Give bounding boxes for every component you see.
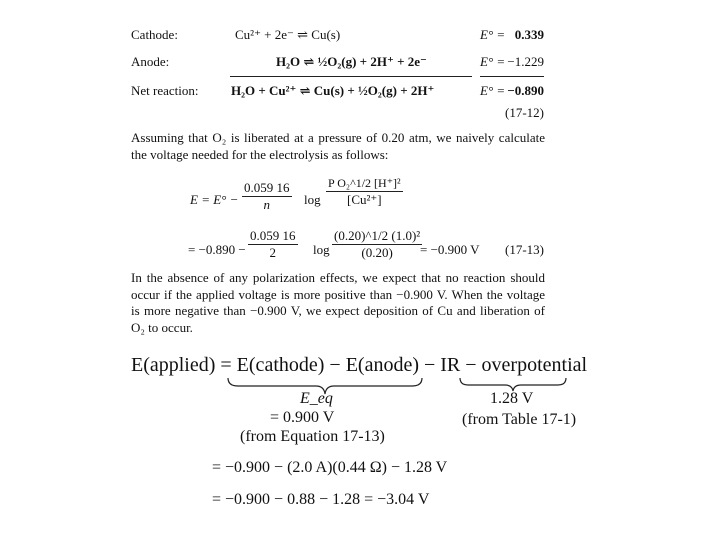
denominator: 2 (269, 245, 276, 260)
nernst2-quotient (332, 228, 422, 261)
paragraph: In the absence of any polarization effects, we expect that no reaction should occur if the applied voltage is more positive than −0.900 V. When the voltage is more negative than −0.900 V, we expect deposition of Cu and liberation of O₂ to occur. (131, 270, 545, 335)
net-e-label: E° = (480, 83, 506, 98)
underbraces (0, 375, 720, 415)
net-equation: H₂O + Cu²⁺ ⇌ Cu(s) + ½O₂(g) + 2H⁺ (231, 83, 435, 98)
anode-equation: H₂O ⇌ ½O₂(g) + 2H⁺ + 2e⁻ (276, 54, 427, 69)
numerator: 0.059 16 (250, 228, 296, 243)
e-eq: E_eq (300, 390, 333, 407)
cathode-e-label: E° = (480, 27, 506, 42)
net-label: Net reaction: (131, 83, 199, 98)
e-eq-value: = 0.900 V (270, 409, 335, 426)
anode-e-label: E° = (480, 54, 506, 69)
numerator: (0.20)^1/2 (1.0)² (334, 228, 421, 243)
step-2: = −0.900 − 0.88 − 1.28 = −3.04 V (212, 491, 430, 508)
equation-number: (17-13) (505, 242, 544, 257)
denominator: [Cu²⁺] (347, 192, 382, 207)
step-1: = −0.900 − (2.0 A)(0.44 Ω) − 1.28 V (212, 459, 448, 476)
nernst2-lhs: = −0.890 − (188, 242, 246, 257)
net-e-value: −0.890 (507, 83, 544, 98)
nernst-lhs: E = E° − (190, 192, 239, 207)
anode-label: Anode: (131, 54, 170, 69)
applied-equation: E(applied) = E(cathode) − E(anode) − IR − overpotential (131, 354, 588, 376)
sum-line (230, 76, 472, 77)
anode-e-value: −1.229 (507, 54, 544, 69)
paragraph: Assuming that O₂ is liberated at a pressure of 0.20 atm, we naively calculate the voltage needed for the electrolysis as follows: (131, 130, 545, 162)
cathode-label: Cathode: (131, 27, 178, 42)
numerator: 0.059 16 (244, 180, 290, 195)
log: log (304, 192, 321, 207)
denominator: (0.20) (361, 245, 393, 260)
denominator: n (263, 197, 270, 212)
overpotential-value: 1.28 V (490, 390, 534, 407)
cathode-e-value: 0.339 (514, 27, 544, 42)
nernst-coefficient (242, 180, 292, 213)
sum-line-e (480, 76, 544, 77)
nernst-quotient (326, 176, 403, 208)
nernst2-result: = −0.900 V (420, 242, 480, 257)
overpotential-source: (from Table 17-1) (462, 411, 577, 428)
e-eq-source: (from Equation 17-13) (240, 428, 385, 445)
cathode-equation: Cu²⁺ + 2e⁻ ⇌ Cu(s) (235, 27, 341, 42)
numerator: P O₂^1/2 [H⁺]² (328, 176, 401, 190)
log: log (313, 242, 330, 257)
nernst2-coefficient (248, 228, 298, 261)
equation-number: (17-12) (505, 105, 544, 120)
